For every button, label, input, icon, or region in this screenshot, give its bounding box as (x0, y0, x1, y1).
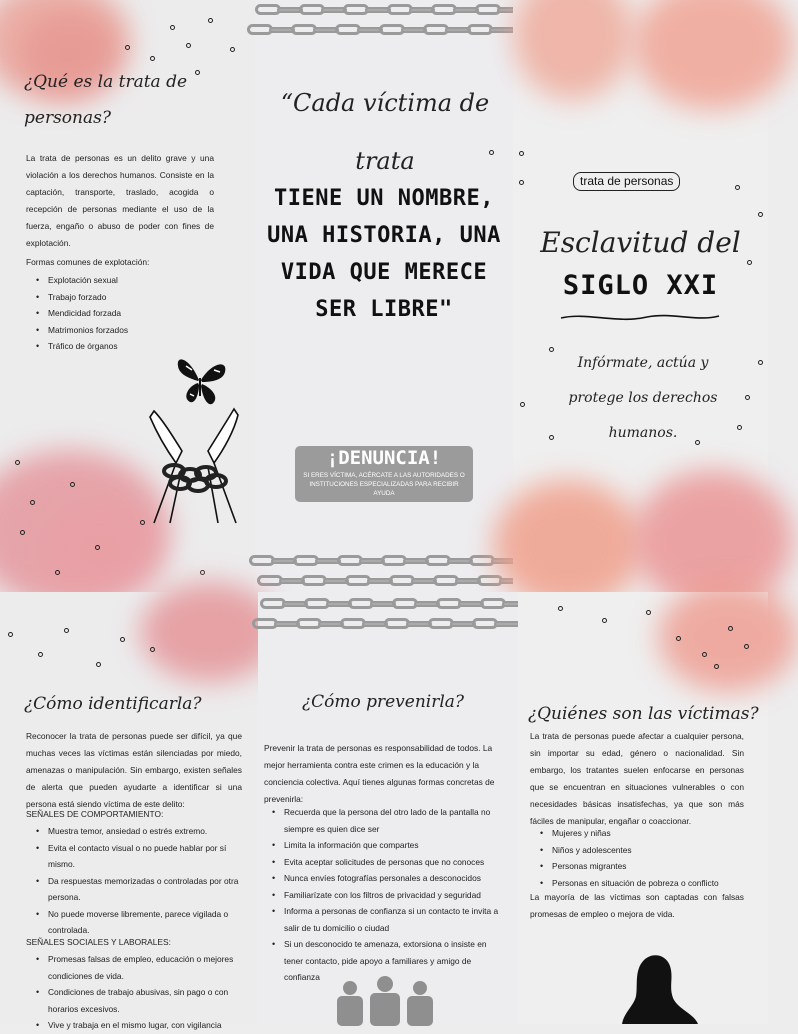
list-item: • Mendicidad forzada (26, 305, 226, 322)
behavior-list (26, 823, 246, 939)
decorative-dot (186, 43, 191, 48)
panel-victimas (518, 592, 768, 1024)
tag-pill: trata de personas (573, 172, 680, 191)
intro-text: La trata de personas es un delito grave y una violación a los derechos humanos. Consiste en la captación, transporte, traslado, acogida o recepción de personas mediante el uso de la fuerza, engaño o abuso de poder con fines de explotación. (26, 153, 214, 248)
decorative-dot (646, 610, 651, 615)
list-item: • Niños y adolescentes (530, 842, 750, 859)
panel-identificar (0, 592, 258, 1030)
decorative-dot (8, 632, 13, 637)
list-item: • Informa a personas de confianza si un contacto te invita a salir de tu domicilio o ciudad (262, 903, 502, 936)
decorative-dot (558, 606, 563, 611)
decorative-dot (150, 56, 155, 61)
decorative-dot (20, 530, 25, 535)
decorative-dot (120, 637, 125, 642)
heading-identificar: ¿Cómo identificarla? (24, 694, 202, 714)
list-item: • Evita aceptar solicitudes de personas que no conoces (262, 854, 502, 871)
social-list (26, 951, 246, 1034)
list-item: • Limita la información que compartes (262, 837, 502, 854)
cover-tagline: Infórmate, actúa y protege los derechos humanos. (568, 355, 718, 441)
decorative-dot (38, 652, 43, 657)
decorative-dot (15, 460, 20, 465)
cover-title-bold: SIGLO XXI (562, 270, 719, 301)
list-item: • Familiarízate con los filtros de privacidad y seguridad (262, 887, 502, 904)
panel-portada (513, 0, 768, 592)
list-item: • Personas en situación de pobreza o conflicto (530, 875, 750, 892)
panel-que-es (0, 0, 255, 592)
decorative-dot (758, 212, 763, 217)
decorative-dot (140, 520, 145, 525)
denuncia-title: ¡DENUNCIA! (326, 447, 442, 469)
heading-prevenir: ¿Cómo prevenirla? (301, 692, 465, 712)
wave-divider (557, 310, 723, 324)
watercolor-blob (513, 0, 633, 100)
chain-decoration (252, 616, 516, 632)
decorative-dot (150, 647, 155, 652)
decorative-dot (744, 644, 749, 649)
butterfly-icon (170, 350, 230, 412)
list-item: • Tráfico de órganos (26, 338, 226, 355)
forms-list (26, 272, 226, 355)
decorative-dot (200, 570, 205, 575)
list-item: • No puede moverse libremente, parece vigilada o controlada. (26, 906, 246, 939)
list-item: • Condiciones de trabajo abusivas, sin pago o con horarios excesivos. (26, 984, 246, 1017)
decorative-dot (64, 628, 69, 633)
behavior-label: SEÑALES DE COMPORTAMIENTO: (26, 809, 164, 819)
decorative-dot (735, 185, 740, 190)
decorative-dot (602, 618, 607, 623)
list-item: • Promesas falsas de empleo, educación o mejores condiciones de vida. (26, 951, 246, 984)
list-item: • Da respuestas memorizadas o controladas por otra persona. (26, 873, 246, 906)
list-item: • Recuerda que la persona del otro lado de la pantalla no siempre es quien dice ser (262, 804, 502, 837)
closing-text: La mayoría de las víctimas son captadas con falsas promesas de empleo o mejora de vida. (530, 892, 744, 919)
decorative-dot (170, 25, 175, 30)
decorative-dot (702, 652, 707, 657)
chain-decoration (255, 2, 519, 18)
decorative-dot (519, 180, 524, 185)
decorative-dot (208, 18, 213, 23)
list-item: • Explotación sexual (26, 272, 226, 289)
watercolor-blob (493, 480, 643, 610)
panel-cita (255, 0, 513, 592)
watercolor-blob (40, 500, 160, 600)
intro-text: Prevenir la trata de personas es responsabilidad de todos. La mejor herramienta contra este crimen es la educación y la conciencia colectiva. Aquí tienes algunas formas concretas de prevenirla: (264, 743, 495, 804)
decorative-dot (758, 360, 763, 365)
denuncia-text: SI ERES VÍCTIMA, ACÉRCATE A LAS AUTORIDADES O INSTITUCIONES ESPECIALIZADAS PARA RECIBIR AYUDA (303, 472, 465, 497)
decorative-dot (520, 402, 525, 407)
list-item: • Si un desconocido te amenaza, extorsiona o insiste en tener contacto, pide apoyo a familiares y amigo de confianza (262, 936, 502, 986)
list-item: • Vive y trabaja en el mismo lugar, con vigilancia (26, 1017, 246, 1034)
list-item: • Personas migrantes (530, 858, 750, 875)
panel-prevenir (258, 592, 518, 1024)
list-item: • Mujeres y niñas (530, 825, 750, 842)
decorative-dot (125, 45, 130, 50)
chain-decoration (257, 573, 521, 589)
intro-text: Reconocer la trata de personas puede ser difícil, ya que muchas veces las víctimas están silenciadas por miedo, amenazas o manipulación. Sin embargo, existen señales de alerta que pueden ayudarte a identificar si una persona está siendo víctima de este delito: (26, 731, 242, 809)
quote-bold: TIENE UN NOMBRE, UNA HISTORIA, UNA VIDA QUE MERECE SER LIBRE" (267, 186, 501, 322)
decorative-dot (230, 47, 235, 52)
people-group-icon (332, 974, 438, 1024)
list-item: • Trabajo forzado (26, 289, 226, 306)
quote-script: “Cada víctima de trata (280, 89, 490, 175)
decorative-dot (745, 395, 750, 400)
decorative-dot (676, 636, 681, 641)
list-item: • Evita el contacto visual o no puede hablar por sí mismo. (26, 840, 246, 873)
watercolor-blob (633, 0, 793, 110)
decorative-dot (714, 664, 719, 669)
chain-decoration (249, 553, 513, 569)
chained-hands-icon (148, 405, 240, 523)
cover-title-script: Esclavitud del (540, 226, 741, 259)
chain-decoration (260, 596, 524, 612)
forms-label: Formas comunes de explotación: (26, 257, 150, 267)
denuncia-box (295, 446, 473, 502)
decorative-dot (519, 151, 524, 156)
victim-groups-list (530, 825, 750, 891)
decorative-dot (70, 482, 75, 487)
decorative-dot (30, 500, 35, 505)
prevention-list (262, 804, 502, 986)
chain-decoration (247, 22, 511, 38)
decorative-dot (747, 260, 752, 265)
list-item: • Matrimonios forzados (26, 322, 226, 339)
list-item: • Muestra temor, ansiedad o estrés extremo. (26, 823, 246, 840)
heading-que-es: ¿Qué es la trata de personas? (24, 72, 188, 128)
decorative-dot (96, 662, 101, 667)
woman-silhouette-icon (614, 952, 704, 1024)
list-item: • Nunca envíes fotografías personales a desconocidos (262, 870, 502, 887)
decorative-dot (55, 570, 60, 575)
decorative-dot (95, 545, 100, 550)
decorative-dot (728, 626, 733, 631)
intro-text: La trata de personas puede afectar a cualquier persona, sin importar su edad, género o nacionalidad. Sin embargo, los tratantes suelen enfocarse en personas que se encuentran en situaciones vulnerables o con necesidades básicas insatisfechas, ya que son más fáciles de manipular, engañar o coaccionar. (530, 731, 744, 826)
social-label: SEÑALES SOCIALES Y LABORALES: (26, 937, 171, 947)
decorative-dot (737, 425, 742, 430)
heading-victimas: ¿Quiénes son las víctimas? (528, 704, 759, 724)
